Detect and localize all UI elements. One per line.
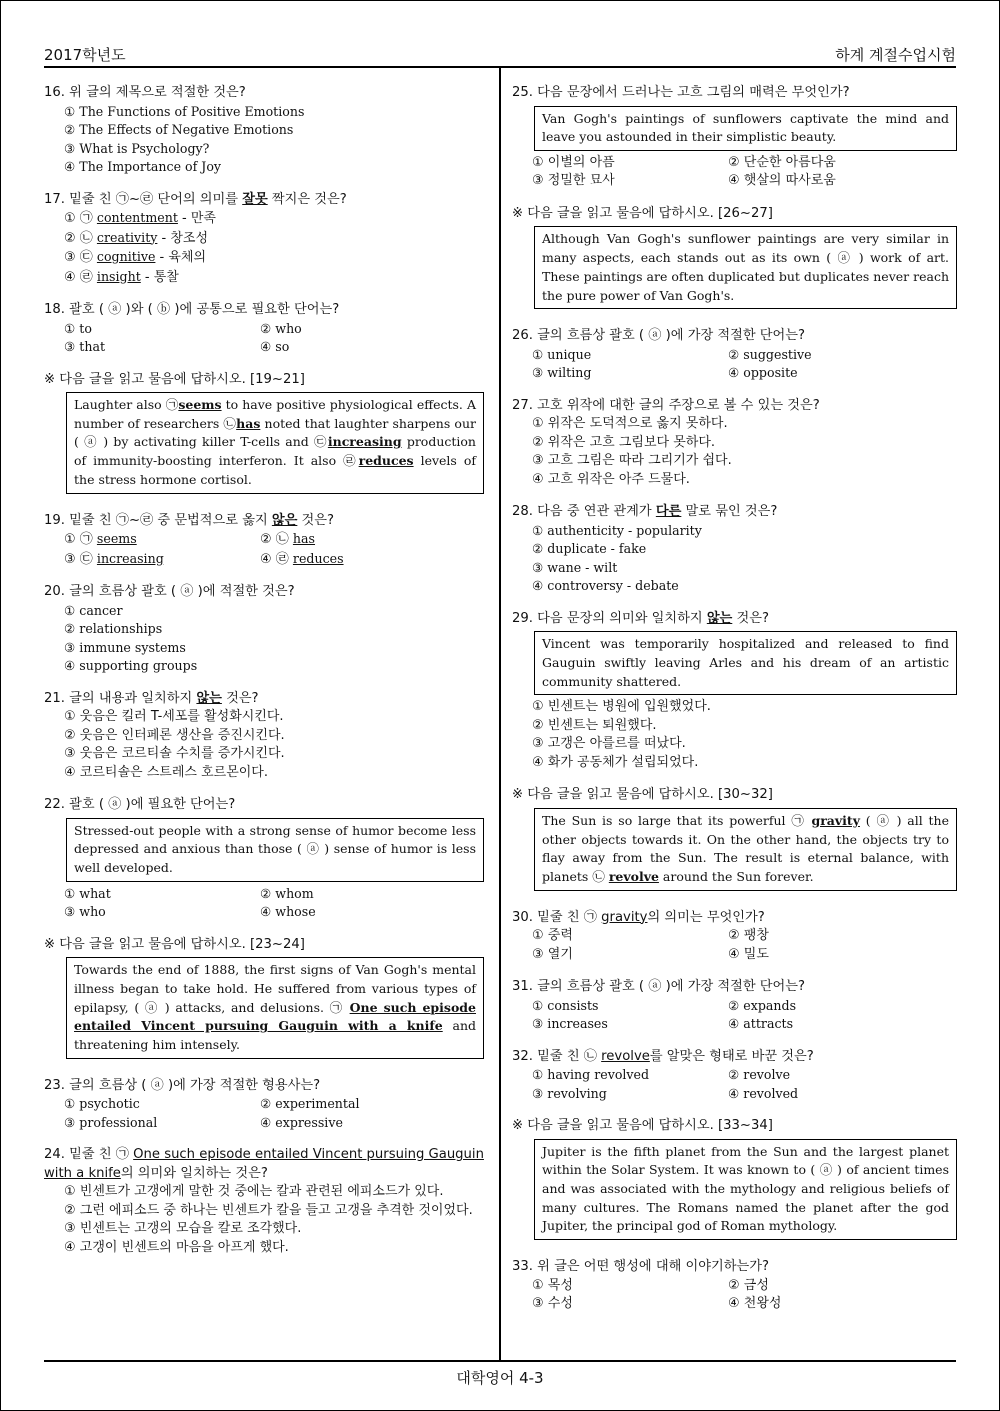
option[interactable]: ③ who (64, 904, 106, 920)
option-word: contentment (96, 210, 178, 225)
option-list (64, 708, 484, 782)
passage-30-32 (534, 808, 957, 891)
column-divider (499, 67, 501, 1360)
option[interactable]: ③ 수성 (532, 1296, 573, 1312)
question-20 (44, 583, 484, 676)
right-column (512, 84, 957, 1328)
passage-text: around the Sun forever. (658, 868, 814, 884)
marker: ㉣ (343, 453, 359, 469)
footer-rule (44, 1360, 956, 1362)
option[interactable]: ③ wilting (532, 365, 592, 381)
option[interactable]: ② 그런 에피소드 중 하나는 빈센트가 칼을 들고 고갱을 추격한 것이었다. (64, 1202, 473, 1218)
option[interactable] (64, 268, 484, 288)
option[interactable]: ③ 빈센트는 고갱의 모습을 칼로 조각했다. (64, 1221, 302, 1237)
option[interactable]: ④ 천왕성 (728, 1296, 782, 1312)
option[interactable]: ③ immune systems (64, 639, 186, 655)
option-word: cognitive (96, 249, 156, 264)
option[interactable]: ① The Functions of Positive Emotions (64, 103, 305, 119)
option[interactable] (64, 530, 260, 550)
option-list (64, 1183, 484, 1257)
option[interactable]: ① 빈센트가 고갱에게 말한 것 중에는 칼과 관련된 에피소드가 있다. (64, 1184, 444, 1200)
option-meaning: - 통찰 (140, 269, 179, 285)
option-list (64, 320, 484, 357)
option[interactable]: ① what (64, 885, 111, 901)
option[interactable]: ③ 웃음은 코르티솔 수치를 증가시킨다. (64, 746, 285, 762)
question-19 (44, 512, 484, 570)
option-mark: ③ ㉢ (64, 551, 97, 567)
instruction-30-32: ※ 다음 글을 읽고 물음에 답하시오. [30~32] (512, 787, 773, 803)
question-stem (44, 191, 484, 210)
question-27 (512, 397, 957, 490)
stem-underlined: revolve (601, 1048, 650, 1064)
question-stem (44, 690, 484, 709)
marker: ㉡ (592, 868, 605, 884)
question-stem (512, 503, 957, 522)
option-word: creativity (96, 229, 158, 245)
instruction-26-27: ※ 다음 글을 읽고 물음에 답하시오. [26~27] (512, 205, 773, 221)
stem-text: 를 알맞은 형태로 바꾼 것은? (649, 1048, 814, 1064)
question-30 (512, 909, 957, 965)
question-stem: 18. 괄호 ( ⓐ )와 ( ⓑ )에 공통으로 필요한 단어는? (44, 302, 340, 317)
question-stem: 20. 글의 흐름상 괄호 ( ⓐ )에 적절한 것은? (44, 584, 295, 600)
question-stem: 31. 글의 흐름상 괄호 ( ⓐ )에 가장 적절한 단어는? (512, 979, 806, 995)
instruction-19-21: ※ 다음 글을 읽고 물음에 답하시오. [19~21] (44, 371, 305, 387)
option[interactable]: ② who (260, 320, 302, 336)
option-mark: ① ㉠ (64, 532, 97, 548)
option-meaning: - 만족 (177, 211, 216, 226)
option-word: increasing (96, 550, 164, 566)
stem-text: 것은? (732, 610, 769, 626)
option[interactable]: ② revolve (728, 1067, 791, 1083)
option[interactable]: ② 단순한 아름다움 (728, 154, 836, 170)
question-33 (512, 1258, 957, 1314)
question-16 (44, 84, 484, 177)
stem-emphasis: 않은 (271, 512, 298, 528)
instruction-33-34: ※ 다음 글을 읽고 물음에 답하시오. [33~34] (512, 1118, 773, 1134)
page-footer: 대학영어 4-3 (456, 1369, 544, 1387)
passage-29: Vincent was temporarily hospitalized and released to find Gauguin swiftly leaving Arles and his dream of an artistic community shattered. (534, 631, 957, 695)
option[interactable]: ③ increases (532, 1016, 608, 1032)
option[interactable]: ③ 열기 (532, 946, 573, 962)
option-mark: ③ ㉢ (64, 250, 97, 265)
option[interactable]: ④ whose (260, 904, 316, 920)
stem-emphasis: 다른 (655, 504, 682, 520)
marker: ㉡ (223, 415, 237, 431)
passage-text: Towards the end of 1888, the first signs of Van Gogh's mental illness began to take hold. He suffered from various types of epilapsy, ( ⓐ ) attacks, and delusions. (74, 962, 476, 1015)
question-stem: 27. 고호 위작에 대한 글의 주장으로 볼 수 있는 것은? (512, 397, 820, 413)
option[interactable]: ④ 코르티솔은 스트레스 호르몬이다. (64, 764, 268, 780)
question-stem: 22. 괄호 ( ⓐ )에 필요한 단어는? (44, 797, 236, 813)
stem-emphasis: 잘못 (242, 191, 268, 207)
question-24 (44, 1146, 484, 1257)
option[interactable]: ② expands (728, 997, 797, 1013)
option-list (64, 103, 484, 177)
passage-23-24 (66, 957, 484, 1059)
option[interactable]: ② 웃음은 인터페론 생산을 증진시킨다. (64, 727, 285, 743)
option[interactable] (64, 229, 484, 249)
marker: ㉠ (329, 999, 344, 1015)
option-mark: ② ㉡ (260, 532, 293, 548)
option-meaning: - 육체의 (155, 250, 207, 265)
passage-25: Van Gogh's paintings of sunflowers captivate the mind and leave you astounded in their simplistic beauty. (534, 106, 957, 151)
option-list (532, 415, 957, 489)
passage-text: to have positive physiological effects. A number of researchers (74, 397, 476, 431)
option[interactable]: ① 목성 (532, 1277, 573, 1293)
option[interactable]: ④ supporting groups (64, 658, 198, 674)
option[interactable]: ② 팽창 (728, 928, 769, 944)
question-stem: 23. 글의 흐름상 ( ⓐ )에 가장 적절한 형용사는? (44, 1077, 321, 1093)
option-list (64, 209, 484, 287)
question-29 (512, 610, 957, 773)
option[interactable]: ③ 정밀한 묘사 (532, 173, 615, 189)
instruction-23-24: ※ 다음 글을 읽고 물음에 답하시오. [23~24] (44, 936, 305, 952)
option[interactable]: ① psychotic (64, 1096, 140, 1112)
option[interactable]: ② duplicate - fake (532, 541, 647, 557)
option-word: has (292, 531, 316, 547)
stem-text: 17. 밑줄 친 ㉠~㉣ 단어의 의미를 (44, 191, 243, 207)
stem-text: 32. 밑줄 친 ㉡ (512, 1048, 602, 1064)
marker: ㉠ (791, 812, 806, 828)
question-stem (44, 1146, 484, 1183)
option[interactable]: ③ revolving (532, 1085, 607, 1101)
question-18 (44, 301, 484, 357)
option[interactable]: ④ 고흐 위작은 아주 드물다. (532, 471, 690, 487)
option[interactable]: ① authenticity - popularity (532, 522, 702, 538)
option[interactable] (260, 550, 456, 570)
option[interactable]: ② relationships (64, 621, 163, 637)
option-list (532, 154, 957, 191)
question-stem (512, 1048, 957, 1067)
option[interactable]: ① 중력 (532, 928, 573, 944)
stem-text: 30. 밑줄 친 ㉠ (512, 909, 602, 925)
question-28 (512, 503, 957, 596)
option-list (532, 927, 957, 964)
stem-text: 의 의미와 일치하는 것은? (120, 1165, 268, 1181)
question-stem (512, 909, 957, 928)
underlined-word: gravity (811, 812, 860, 828)
passage-26-27: Although Van Gogh's sunflower paintings are very similar in many aspects, each stands out as its own ( ⓐ ) work of art. These paintings are often duplicated but duplicates never reach the pure power of Van Gogh's. (534, 226, 957, 309)
passage-text: ( ⓐ ) all the other objects towards it. On the other hand, the objects try to flay away from the Sun. The result is eternal balance, with planets (542, 812, 949, 884)
option[interactable]: ③ professional (64, 1114, 158, 1130)
option[interactable]: ② 위작은 고흐 그림보다 못하다. (532, 434, 716, 450)
question-21 (44, 690, 484, 783)
question-stem: 16. 위 글의 제목으로 적절한 것은? (44, 85, 246, 100)
header-year: 2017학년도 (44, 46, 126, 64)
passage-19-21 (66, 392, 484, 494)
option-mark: ② ㉡ (64, 230, 97, 246)
option-list (64, 530, 484, 569)
underlined-word: increasing (327, 434, 402, 450)
option-mark: ④ ㉣ (260, 551, 293, 567)
stem-text: 19. 밑줄 친 ㉠~㉣ 중 문법적으로 옳지 (44, 512, 272, 528)
stem-text: 29. 다음 문장의 의미와 일치하지 (512, 610, 707, 626)
option[interactable] (64, 209, 484, 229)
question-26 (512, 327, 957, 383)
passage-text: The Sun is so large that its powerful (542, 812, 792, 828)
option-list (64, 1095, 484, 1132)
passage-text: noted that laughter sharpens our ( ⓐ ) by activating killer T-cells and (74, 415, 476, 450)
stem-underlined: One such episode entailed Vincent pursuing Gauguin with a knife (44, 1147, 484, 1181)
option[interactable]: ③ What is Psychology? (64, 140, 210, 156)
passage-text: and threatening him intensely. (74, 1018, 476, 1052)
header-exam-title: 하계 계절수업시험 (835, 46, 956, 64)
left-column (44, 84, 484, 1271)
option[interactable]: ③ wane - wilt (532, 559, 618, 575)
option[interactable]: ① 빈센트는 병원에 입원했었다. (532, 699, 711, 715)
option[interactable]: ① 이별의 아픔 (532, 154, 615, 170)
question-31 (512, 978, 957, 1034)
stem-text: 것은? (221, 690, 259, 706)
option[interactable]: ① cancer (64, 602, 123, 618)
option-mark: ④ ㉣ (64, 269, 97, 285)
option[interactable]: ④ so (260, 339, 290, 354)
stem-text: 의 의미는 무엇인가? (647, 909, 765, 925)
option[interactable] (260, 530, 456, 550)
question-stem: 26. 글의 흐름상 괄호 ( ⓐ )에 가장 적절한 단어는? (512, 328, 806, 344)
question-stem: 25. 다음 문장에서 드러나는 고흐 그림의 매력은 무엇인가? (512, 85, 850, 100)
underlined-word: revolve (608, 868, 659, 884)
option[interactable]: ② whom (260, 885, 314, 901)
underlined-word: has (236, 415, 261, 431)
option[interactable] (64, 248, 484, 268)
option-meaning: - 창조성 (157, 230, 209, 246)
option-list (532, 1066, 957, 1103)
option[interactable]: ② The Effects of Negative Emotions (64, 122, 294, 137)
option-word: insight (96, 268, 141, 284)
question-stem (44, 512, 484, 531)
question-25 (512, 84, 957, 191)
passage-33-34: Jupiter is the fifth planet from the Sun and the largest planet within the Solar System. It was known to ( ⓐ ) of ancient times and was associated with the mythology and religious beliefs of many cultures. The Romans named the planet after the god Jupiter, the principal god of Roman mythology. (534, 1139, 957, 1241)
stem-text: 28. 다음 중 연관 관계가 (512, 504, 656, 520)
option-list (64, 885, 484, 922)
option-list (532, 698, 957, 772)
question-stem (512, 610, 957, 629)
option[interactable]: ④ The Importance of Joy (64, 159, 222, 174)
option[interactable]: ④ 햇살의 따사로움 (728, 173, 836, 189)
option[interactable]: ② 빈센트는 퇴원했다. (532, 717, 657, 733)
option-list (532, 1277, 957, 1314)
underlined-sentence: One such episode entailed Vincent pursuing Gauguin with a knife (74, 999, 476, 1034)
stem-emphasis: 않는 (196, 690, 222, 706)
stem-underlined: gravity (601, 909, 648, 925)
option[interactable]: ① 위작은 도덕적으로 옳지 못하다. (532, 416, 728, 432)
option-list (532, 997, 957, 1034)
option[interactable]: ① to (64, 320, 92, 336)
stem-text: 21. 글의 내용과 일치하지 (44, 690, 197, 706)
option[interactable] (64, 550, 260, 570)
stem-text: 것은? (297, 512, 335, 528)
stem-text: 말로 묶인 것은? (681, 504, 778, 520)
underlined-word: reduces (358, 453, 414, 469)
option-list (64, 602, 484, 676)
option[interactable]: ① consists (532, 997, 599, 1013)
option[interactable]: ② 금성 (728, 1277, 769, 1293)
option-mark: ① ㉠ (64, 211, 97, 226)
option[interactable]: ④ controversy - debate (532, 578, 679, 594)
passage-text: production of immunity-boosting interferon. It also (74, 434, 476, 469)
option[interactable]: ① having revolved (532, 1067, 650, 1083)
option[interactable]: ④ attracts (728, 1016, 794, 1032)
underlined-word: seems (178, 397, 222, 412)
question-23 (44, 1077, 484, 1133)
option[interactable]: ③ 고흐 그림은 따라 그리기가 쉽다. (532, 453, 732, 469)
option[interactable]: ④ 밀도 (728, 946, 769, 962)
option[interactable]: ① 웃음은 킬러 T-세포를 활성화시킨다. (64, 709, 284, 725)
question-17 (44, 191, 484, 288)
passage-text: Laughter also (74, 397, 166, 412)
option[interactable]: ② suggestive (728, 346, 812, 362)
option-list (532, 346, 957, 383)
marker: ㉠ (165, 397, 179, 412)
option[interactable]: ④ 고갱이 빈센트의 마음을 아프게 했다. (64, 1239, 289, 1255)
option[interactable]: ② experimental (260, 1096, 360, 1112)
option[interactable]: ① unique (532, 346, 592, 362)
question-22 (44, 796, 484, 922)
passage-text: levels of the stress hormone cortisol. (74, 453, 476, 487)
marker: ㉢ (314, 434, 328, 450)
stem-emphasis: 않는 (706, 610, 733, 626)
stem-text: 짝지은 것은? (267, 191, 347, 207)
option[interactable]: ④ expressive (260, 1114, 343, 1130)
question-32 (512, 1048, 957, 1104)
option[interactable]: ④ 화가 공동체가 설립되었다. (532, 754, 699, 770)
passage-22: Stressed-out people with a strong sense of humor become less depressed and anxious than those ( ⓐ ) sense of humor is less well developed. (66, 818, 484, 882)
page-header (44, 44, 956, 64)
option-list (532, 522, 957, 596)
stem-text: 24. 밑줄 친 ㉠ (44, 1147, 134, 1163)
option-word: reduces (292, 550, 344, 566)
option[interactable]: ④ revolved (728, 1085, 799, 1101)
option-word: seems (96, 531, 137, 547)
option[interactable]: ③ 고갱은 아를르를 떠났다. (532, 736, 686, 752)
question-stem: 33. 위 글은 어떤 행성에 대해 이야기하는가? (512, 1259, 769, 1275)
option[interactable]: ③ that (64, 339, 106, 354)
option[interactable]: ④ opposite (728, 365, 798, 381)
